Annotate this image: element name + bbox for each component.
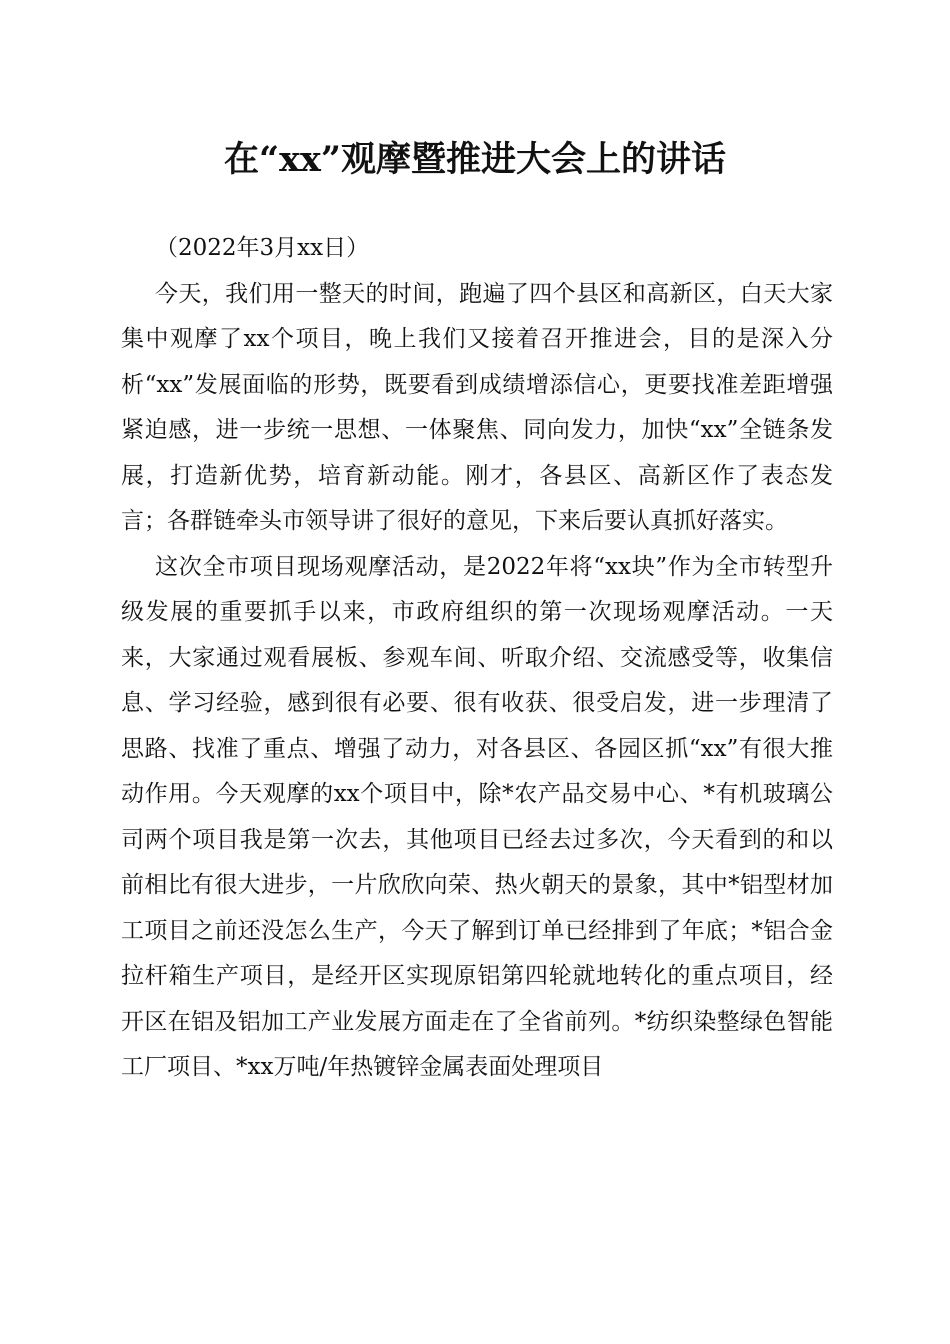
- paragraph-2: 这次全市项目现场观摩活动，是2022年将“xx块”作为全市转型升级发展的重要抓手以来，市政府组织的第一次现场观摩活动。一天来，大家通过观看展板、参观车间、听取介绍、交流感受等，收集信息、学习经验，感到很有必要、很有收获、很受启发，进一步理清了思路、找准了重点、增强了动力，对各县区、各园区抓“xx”有很大推动作用。今天观摩的xx个项目中，除*农产品交易中心、*有机玻璃公司两个项目我是第一次去，其他项目已经去过多次，今天看到的和以前相比有很大进步，一片欣欣向荣、热火朝天的景象，其中*铝型材加工项目之前还没怎么生产，今天了解到订单已经排到了年底；*铝合金拉杆箱生产项目，是经开区实现原铝第四轮就地转化的重点项目，经开区在铝及铝加工产业发展方面走在了全省前列。*纺织染整绿色智能工厂项目、*xx万吨/年热镀锌金属表面处理项目: [121, 553, 833, 1080]
- document-title: 在“xx”观摩暨推进大会上的讲话: [224, 139, 726, 180]
- speech-date: （2022年3月xx日）: [155, 235, 370, 261]
- paragraph-1: 今天，我们用一整天的时间，跑遍了四个县区和高新区，白天大家集中观摩了xx个项目，晚上我们又接着召开推进会，目的是深入分析“xx”发展面临的形势，既要看到成绩增添信心，更要找准差距增强紧迫感，进一步统一思想、一体聚焦、同向发力，加快“xx”全链条发展，打造新优势，培育新动能。刚才，各县区、高新区作了表态发言；各群链牵头市领导讲了很好的意见，下来后要认真抓好落实。: [121, 280, 833, 534]
- document-body: [121, 226, 833, 1091]
